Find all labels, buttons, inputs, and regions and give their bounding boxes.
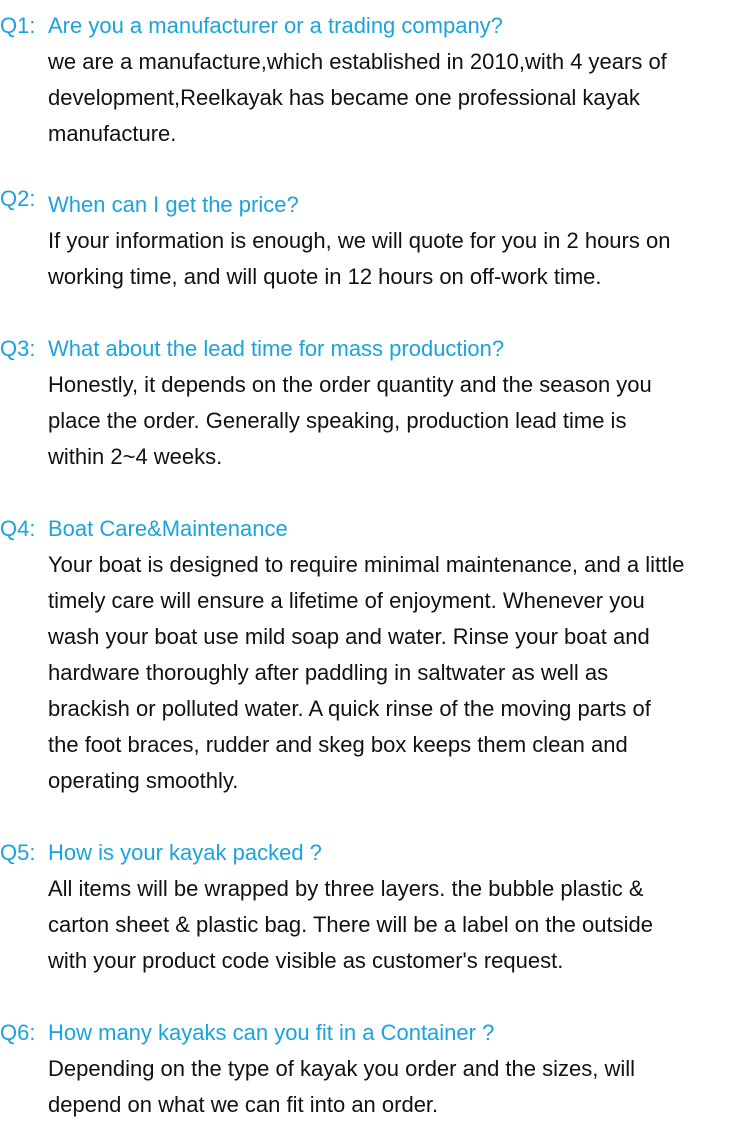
answer-line: with your product code visible as customer's request. [48,948,564,973]
answer-text [48,1051,750,1123]
question-number: Q4: [0,516,36,541]
answer-line: place the order. Generally speaking, production lead time is [48,408,627,433]
answer-line: timely care will ensure a lifetime of enjoyment. Whenever you [48,588,645,613]
faq-item-q3 [0,331,750,475]
question-line [0,331,750,367]
faq-item-q5 [0,835,750,979]
answer-line: the foot braces, rudder and skeg box keeps them clean and [48,732,628,757]
question-text: How is your kayak packed ? [48,840,322,865]
answer-line: operating smoothly. [48,768,239,793]
answer-line: carton sheet & plastic bag. There will be a label on the outside [48,912,653,937]
question-line [0,1015,750,1051]
question-text: Boat Care&Maintenance [48,516,288,541]
question-text: When can I get the price? [48,192,299,217]
answer-line: brackish or polluted water. A quick rinse of the moving parts of [48,696,651,721]
answer-line: working time, and will quote in 12 hours on off-work time. [48,264,602,289]
answer-line: If your information is enough, we will quote for you in 2 hours on [48,228,671,253]
answer-line: depend on what we can fit into an order. [48,1092,439,1117]
answer-line: Depending on the type of kayak you order and the sizes, will [48,1056,636,1081]
faq-item-q1 [0,8,750,152]
question-number: Q6: [0,1020,36,1045]
faq-item-q4 [0,511,750,799]
faq-item-q2 [0,187,750,295]
question-text: Are you a manufacturer or a trading company? [48,13,503,38]
question-line [0,187,750,223]
question-number: Q3: [0,336,36,361]
question-number: Q5: [0,840,36,865]
answer-line: Your boat is designed to require minimal maintenance, and a little [48,552,685,577]
question-line [0,835,750,871]
answer-text [48,547,750,799]
question-text: What about the lead time for mass production? [48,336,505,361]
answer-text [48,223,750,295]
question-line [0,511,750,547]
question-text: How many kayaks can you fit in a Container ? [48,1020,495,1045]
answer-line: All items will be wrapped by three layers. the bubble plastic & [48,876,644,901]
answer-line: within 2~4 weeks. [48,444,223,469]
question-line [0,8,750,44]
answer-text [48,367,750,475]
question-number: Q1: [0,13,36,38]
question-number: Q2: [0,186,36,211]
answer-line: manufacture. [48,121,177,146]
answer-text [48,44,750,152]
answer-line: we are a manufacture,which established in 2010,with 4 years of [48,49,667,74]
faq-item-q6 [0,1015,750,1123]
answer-text [48,871,750,979]
answer-line: wash your boat use mild soap and water. Rinse your boat and [48,624,650,649]
answer-line: development,Reelkayak has became one professional kayak [48,85,640,110]
answer-line: hardware thoroughly after paddling in saltwater as well as [48,660,609,685]
answer-line: Honestly, it depends on the order quantity and the season you [48,372,652,397]
